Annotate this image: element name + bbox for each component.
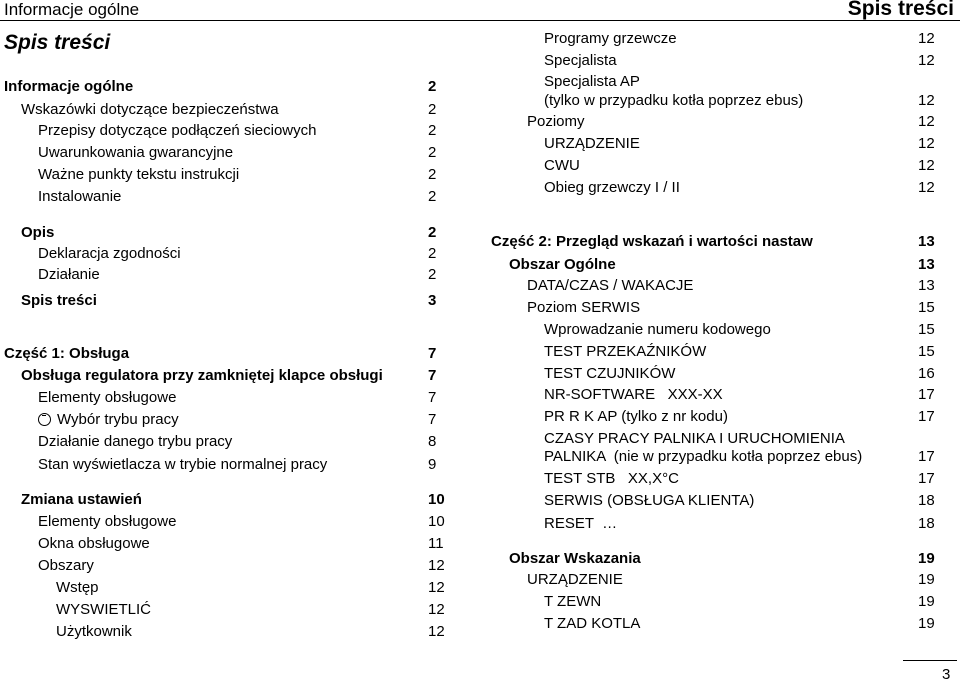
toc-entry-page: 12: [918, 135, 935, 152]
toc-entry-page: 17: [918, 448, 935, 465]
toc-entry-label: PR R K AP (tylko z nr kodu): [544, 408, 728, 425]
toc-entry-page: 12: [428, 579, 445, 596]
toc-entry-label: Ważne punkty tekstu instrukcji: [38, 166, 240, 183]
toc-entry-page: 12: [918, 179, 935, 196]
toc-entry-label: Użytkownik: [56, 623, 132, 640]
toc-entry-page: 7: [428, 411, 437, 428]
toc-entry-page: 19: [918, 593, 935, 610]
toc-entry-page: 10: [428, 513, 445, 530]
toc-entry-label: (tylko w przypadku kotła poprzez ebus): [544, 92, 804, 109]
toc-entry-page: 15: [918, 343, 935, 360]
toc-entry-label-wrap: [38, 411, 179, 429]
toc-entry-label: Obsługa regulatora przy zamkniętej klapce obsługi: [21, 367, 383, 384]
toc-entry-label: Wskazówki dotyczące bezpieczeństwa: [21, 101, 279, 118]
toc-entry-label: Wprowadzanie numeru kodowego: [544, 321, 771, 338]
toc-entry-page: 18: [918, 492, 935, 509]
toc-entry-label: DATA/CZAS / WAKACJE: [527, 277, 694, 294]
toc-entry-page: 7: [428, 345, 437, 362]
toc-entry-label: Obieg grzewczy I / II: [544, 179, 680, 196]
toc-entry-page: 19: [918, 550, 935, 567]
toc-entry-label: TEST PRZEKAŹNIKÓW: [544, 343, 707, 360]
toc-entry-page: 17: [918, 386, 935, 403]
toc-entry-label: Uwarunkowania gwarancyjne: [38, 144, 234, 161]
toc-entry-page: 7: [428, 367, 437, 384]
toc-entry-page: 17: [918, 408, 935, 425]
toc-entry-page: 2: [428, 144, 437, 161]
toc-entry-page: 17: [918, 470, 935, 487]
toc-entry-page: 7: [428, 389, 437, 406]
toc-entry-label: Wstęp: [56, 579, 99, 596]
toc-entry-page: 2: [428, 188, 437, 205]
toc-entry-label: Część 1: Obsługa: [4, 345, 130, 362]
toc-entry-page: 11: [428, 535, 444, 552]
toc-entry-page: 13: [918, 277, 935, 294]
toc-entry-label: PALNIKA (nie w przypadku kotła poprzez ebus): [544, 448, 863, 465]
toc-entry-page: 12: [428, 623, 445, 640]
toc-entry-label: Wybór trybu pracy: [57, 411, 179, 428]
toc-entry-label: SERWIS (OBSŁUGA KLIENTA): [544, 492, 755, 509]
toc-entry-label: T ZEWN: [544, 593, 602, 610]
toc-entry-label: Deklaracja zgodności: [38, 245, 181, 262]
toc-entry-label: Obszary: [38, 557, 94, 574]
toc-entry-label: Programy grzewcze: [544, 30, 677, 47]
toc-entry-label: Specjalista: [544, 52, 617, 69]
toc-entry-label: T ZAD KOTLA: [544, 615, 641, 632]
toc-entry-page: 12: [918, 30, 935, 47]
page-title: Spis treści: [4, 31, 111, 54]
toc-entry-label: Przepisy dotyczące podłączeń sieciowych: [38, 122, 317, 139]
toc-entry-page: 13: [918, 256, 935, 273]
toc-entry-label: Działanie danego trybu pracy: [38, 433, 233, 450]
toc-entry-page: 2: [428, 122, 437, 139]
toc-entry-page: 12: [918, 92, 935, 109]
toc-entry-page: 18: [918, 515, 935, 532]
toc-entry-page: 15: [918, 299, 935, 316]
toc-entry-label: Elementy obsługowe: [38, 513, 177, 530]
toc-entry-label: Elementy obsługowe: [38, 389, 177, 406]
header-left-title: Informacje ogólne: [4, 0, 140, 19]
toc-entry-page: 12: [918, 52, 935, 69]
toc-entry-page: 3: [428, 292, 437, 309]
mode-selector-icon: [38, 413, 51, 426]
toc-entry-label: CWU: [544, 157, 580, 174]
toc-entry-page: 2: [428, 266, 437, 283]
header-rule: [0, 20, 960, 21]
toc-entry-label: NR-SOFTWARE XXX-XX: [544, 386, 723, 403]
toc-entry-page: 16: [918, 365, 935, 382]
toc-entry-label: Poziomy: [527, 113, 585, 130]
toc-entry-label: Poziom SERWIS: [527, 299, 641, 316]
toc-entry-label: WYSWIETLIĆ: [56, 601, 152, 618]
toc-entry-page: 12: [428, 557, 445, 574]
toc-entry-page: 9: [428, 456, 437, 473]
toc-entry-page: 19: [918, 571, 935, 588]
toc-entry-page: 8: [428, 433, 437, 450]
toc-entry-label: Instalowanie: [38, 188, 122, 205]
toc-entry-label: Obszar Ogólne: [509, 256, 616, 273]
toc-entry-page: 12: [918, 113, 935, 130]
toc-entry-label: Opis: [21, 224, 55, 241]
toc-entry-label: TEST STB XX,X°C: [544, 470, 679, 487]
toc-entry-page: 13: [918, 233, 935, 250]
toc-entry-label: Działanie: [38, 266, 100, 283]
toc-entry-page: 2: [428, 101, 437, 118]
toc-entry-label: URZĄDZENIE: [527, 571, 623, 588]
header-right-title: Spis treści: [847, 0, 954, 20]
toc-entry-page: 12: [918, 157, 935, 174]
toc-entry-label: URZĄDZENIE: [544, 135, 640, 152]
toc-entry-page: 19: [918, 615, 935, 632]
toc-entry-label: CZASY PRACY PALNIKA I URUCHOMIENIA: [544, 430, 845, 447]
toc-entry-label: Część 2: Przegląd wskazań i wartości nastaw: [491, 233, 813, 250]
footer-rule: [903, 660, 957, 661]
toc-entry-page: 2: [428, 224, 437, 241]
toc-entry-page: 2: [428, 166, 437, 183]
toc-entry-label: Obszar Wskazania: [509, 550, 641, 567]
toc-entry-page: 15: [918, 321, 935, 338]
toc-entry-page: 12: [428, 601, 445, 618]
toc-entry-label: Zmiana ustawień: [21, 491, 142, 508]
toc-entry-page: 2: [428, 245, 437, 262]
toc-entry-label: RESET …: [544, 515, 618, 532]
toc-entry-label: Specjalista AP: [544, 73, 640, 90]
toc-entry-label: Informacje ogólne: [4, 78, 134, 95]
toc-entry-label: Stan wyświetlacza w trybie normalnej pracy: [38, 456, 328, 473]
page-number: 3: [942, 666, 951, 683]
toc-entry-label: Okna obsługowe: [38, 535, 150, 552]
toc-entry-label: Spis treści: [21, 292, 97, 309]
toc-entry-page: 2: [428, 78, 437, 95]
toc-entry-page: 10: [428, 491, 445, 508]
toc-entry-label: TEST CZUJNIKÓW: [544, 365, 676, 382]
